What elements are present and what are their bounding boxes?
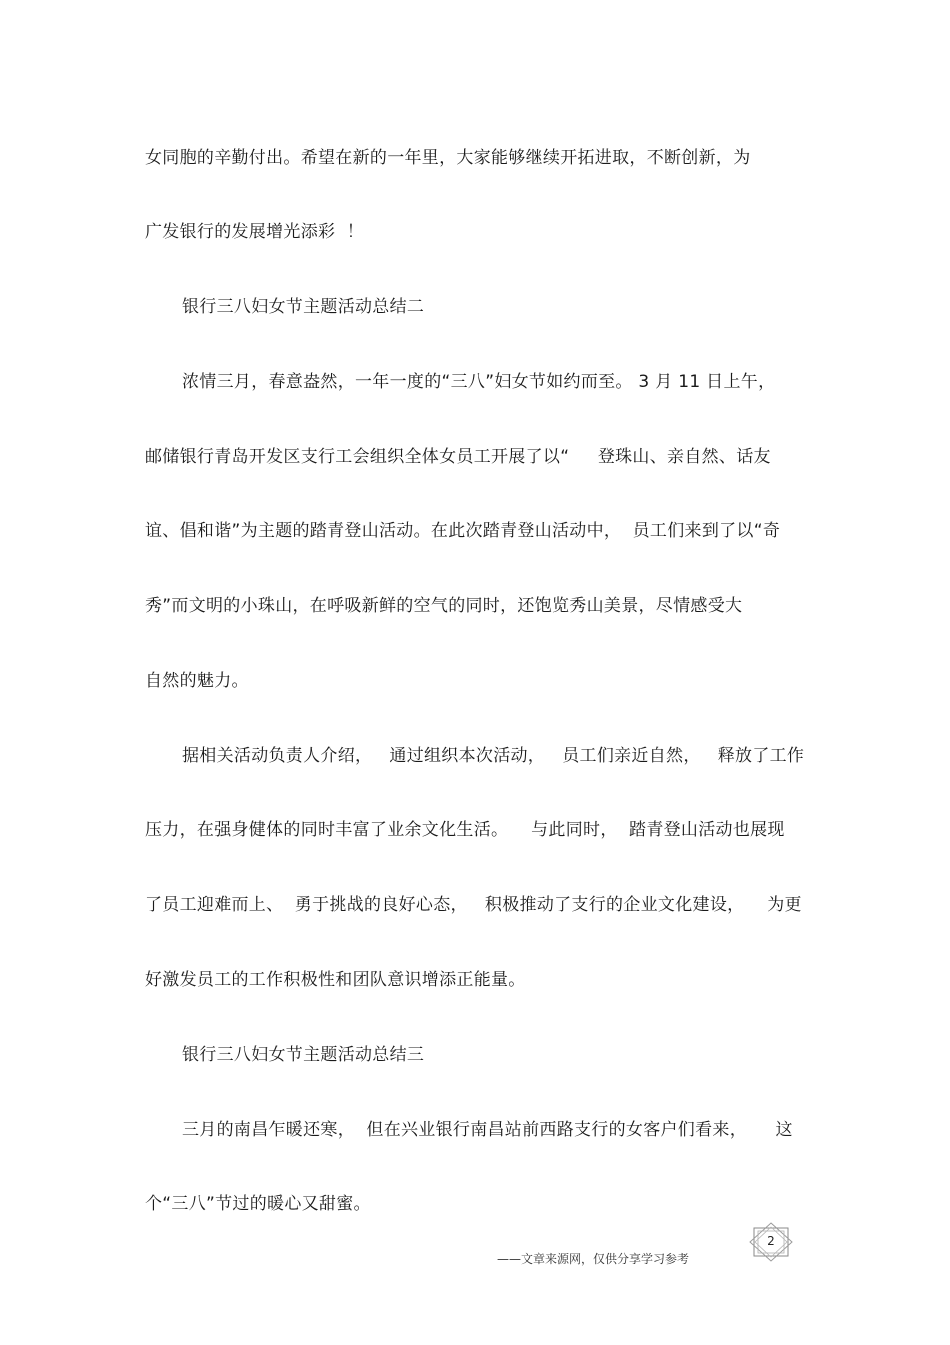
text-line: 谊、倡和谐”为主题的踏青登山活动。在此次踏青登山活动中， 员工们来到了以“奇: [145, 521, 781, 541]
text-line: 个“三八”节过的暖心又甜蜜。: [145, 1194, 371, 1214]
text-line: 广发银行的发展增光添彩 ！: [145, 222, 365, 242]
text-line: 邮储银行青岛开发区支行工会组织全体女员工开展了以“ 登珠山、亲自然、话友: [145, 447, 771, 467]
text-line: 女同胞的辛勤付出。希望在新的一年里，大家能够继续开拓进取，不断创新，为: [145, 148, 751, 168]
text-line: 压力，在强身健体的同时丰富了业余文化生活。 与此同时， 踏青登山活动也展现: [145, 820, 785, 840]
text-line: 三月的南昌乍暖还寒， 但在兴业银行南昌站前西路支行的女客户们看来， 这: [182, 1120, 793, 1140]
section-heading: 银行三八妇女节主题活动总结三: [182, 1045, 425, 1065]
text-line: 浓情三月，春意盎然，一年一度的“三八”妇女节如约而至。 3 月 11 日上午，: [182, 372, 776, 392]
page-number: 2: [767, 1234, 775, 1248]
text-line: 好激发员工的工作积极性和团队意识增添正能量。: [145, 970, 526, 990]
text-line: 秀”而文明的小珠山，在呼吸新鲜的空气的同时，还饱览秀山美景，尽情感受大: [145, 596, 743, 616]
section-heading: 银行三八妇女节主题活动总结二: [182, 297, 425, 317]
text-line: 据相关活动负责人介绍， 通过组织本次活动， 员工们亲近自然， 释放了工作: [182, 746, 805, 766]
page-number-badge: [748, 1222, 794, 1262]
source-note: ——文章来源网，仅供分享学习参考: [497, 1252, 690, 1266]
text-line: 自然的魅力。: [145, 671, 249, 691]
text-line: 了员工迎难而上、 勇于挑战的良好心态， 积极推动了支行的企业文化建设， 为更: [145, 895, 802, 915]
